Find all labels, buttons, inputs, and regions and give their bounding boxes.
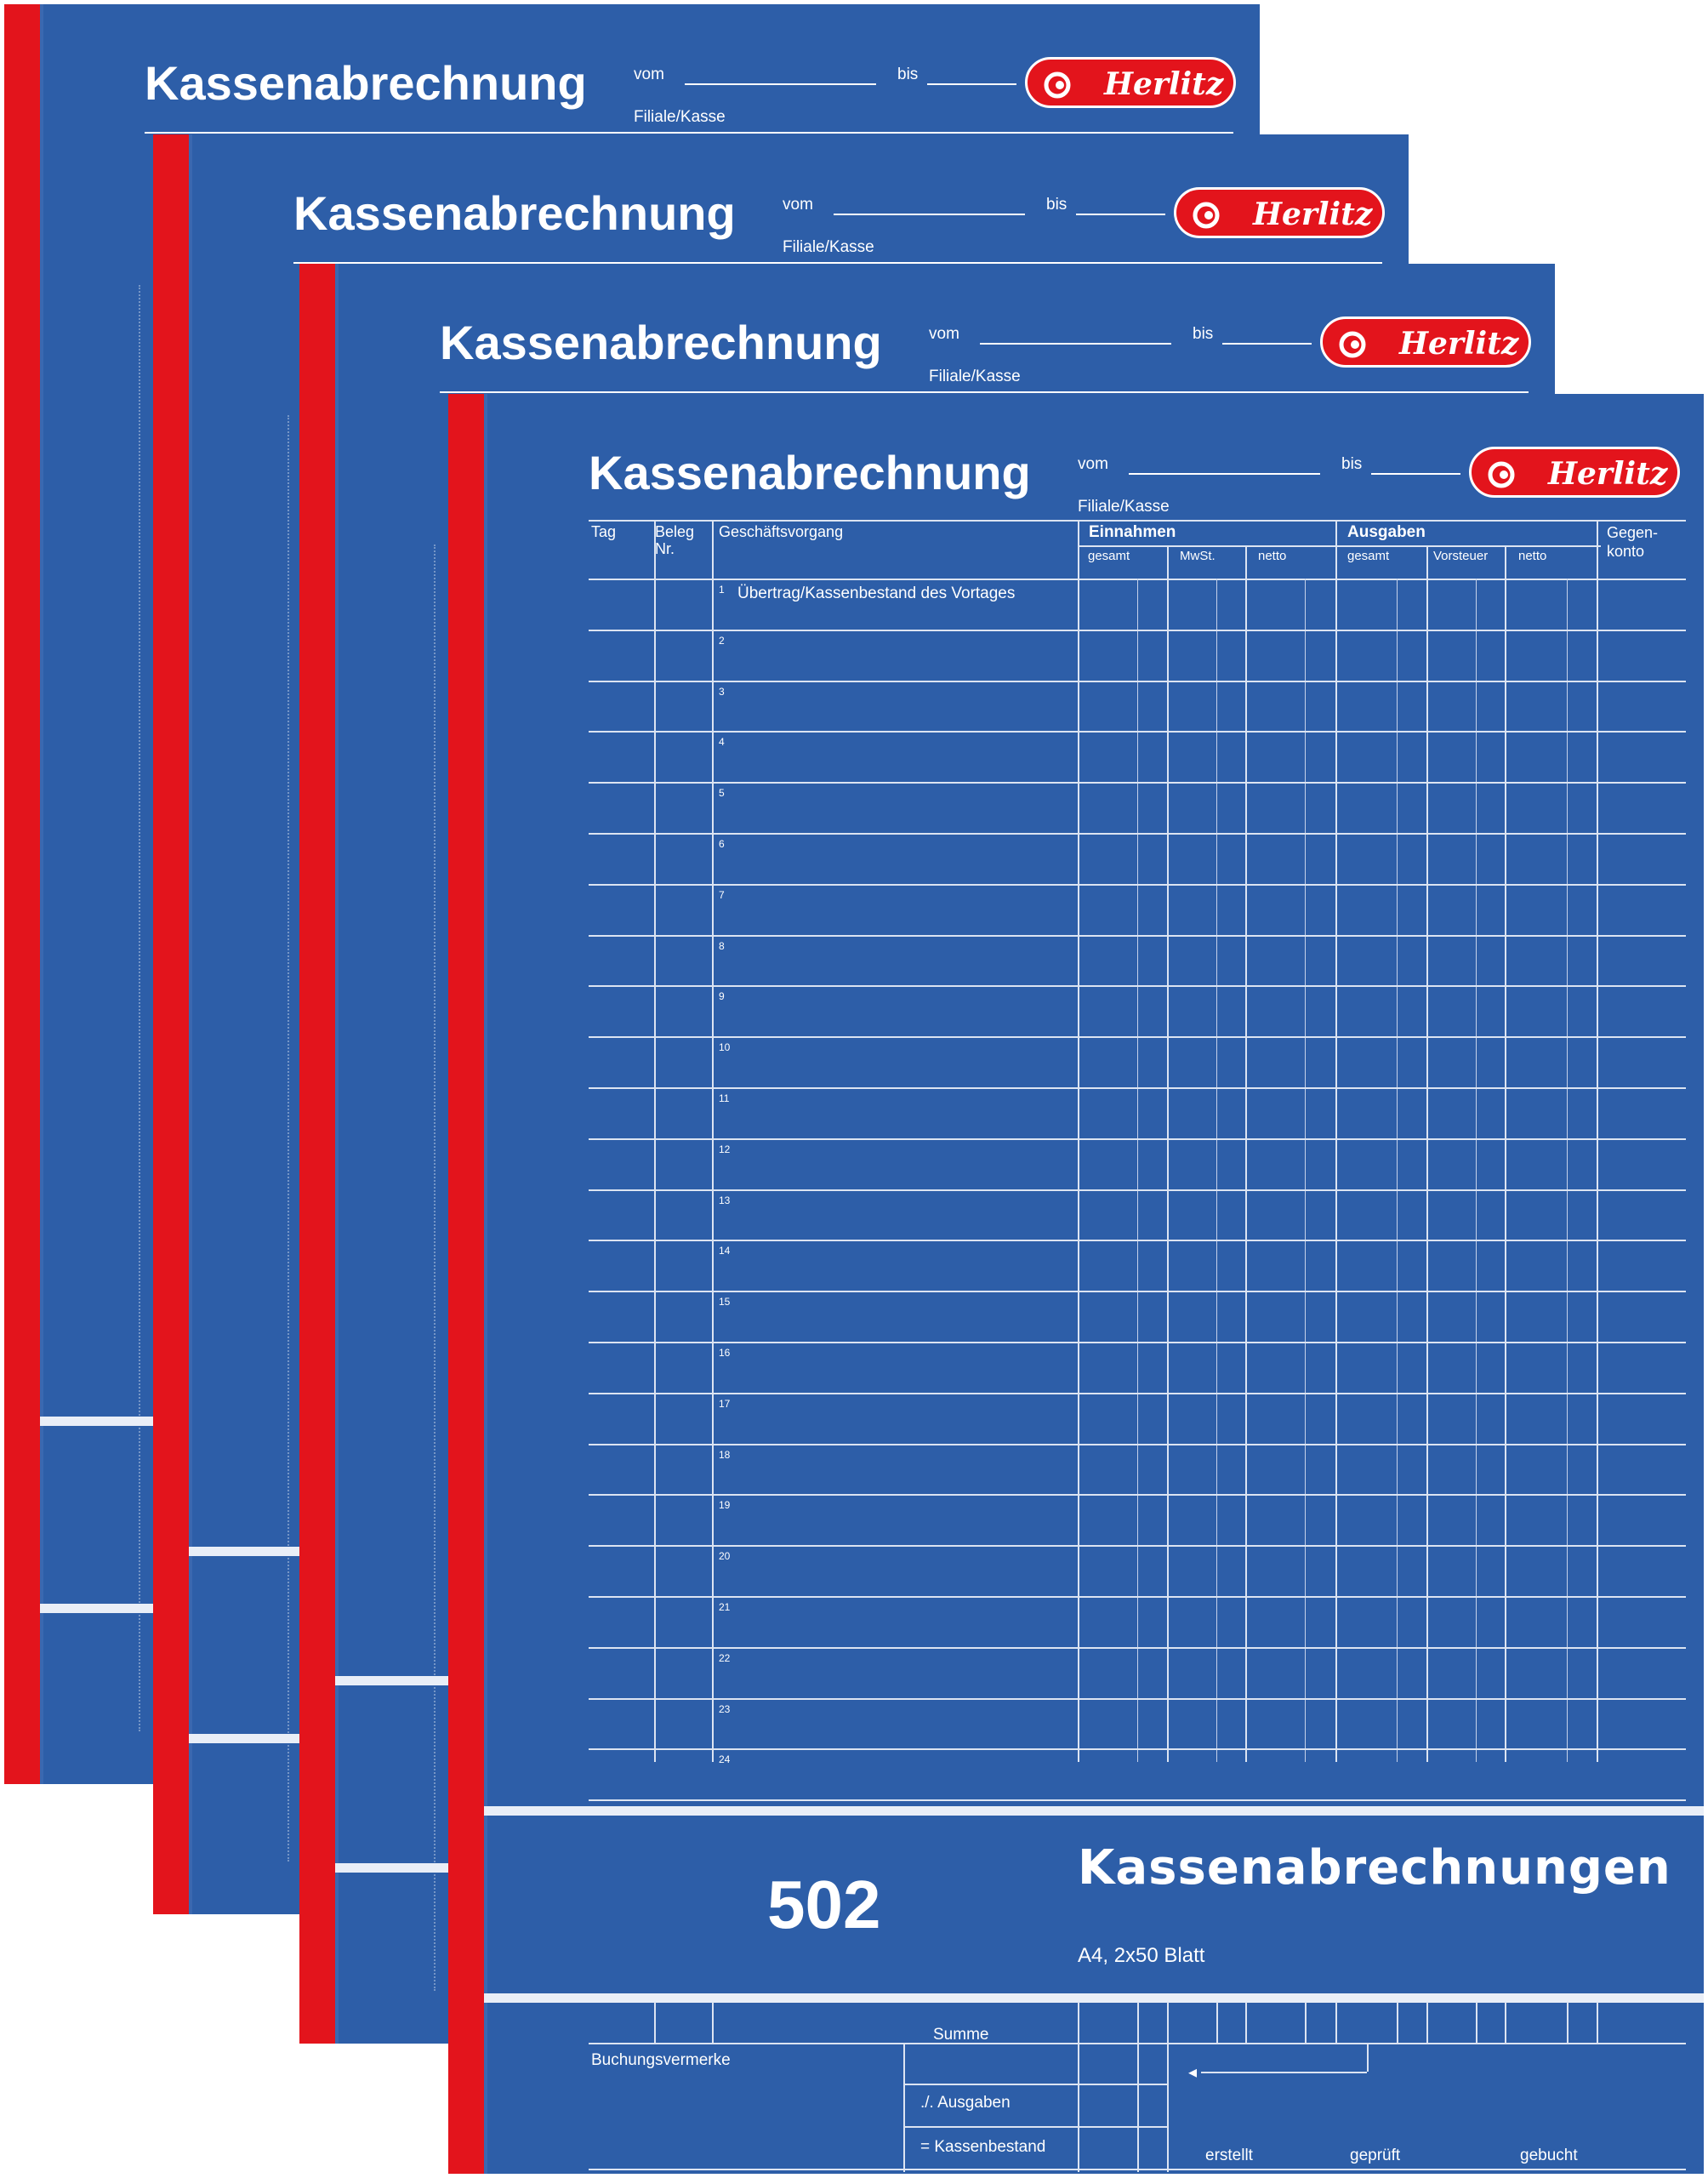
row-number: 10 bbox=[719, 1041, 731, 1054]
herlitz-logo bbox=[1320, 316, 1531, 368]
col-divider bbox=[1305, 2002, 1307, 2043]
row-number: 13 bbox=[719, 1194, 731, 1206]
vom-field-line bbox=[980, 343, 1171, 345]
col-divider bbox=[654, 520, 656, 1762]
row-rule bbox=[589, 1444, 1686, 1445]
row-rule bbox=[589, 1545, 1686, 1547]
row-rule bbox=[589, 1087, 1686, 1089]
ausgaben-group-rule bbox=[1350, 545, 1601, 547]
kassenbestand-label: = Kassenbestand bbox=[920, 2138, 1046, 2156]
vom-label: vom bbox=[1078, 455, 1108, 473]
row-rule bbox=[589, 1036, 1686, 1038]
ausgaben-vorsteuer: Vorsteuer bbox=[1433, 549, 1489, 563]
first-row-text: Übertrag/Kassenbestand des Vortages bbox=[737, 584, 1016, 602]
book-spine bbox=[4, 4, 40, 1784]
row-number: 23 bbox=[719, 1702, 731, 1715]
row-rule bbox=[589, 985, 1686, 987]
einnahmen-gesamt: gesamt bbox=[1088, 549, 1130, 563]
kassenbestand-rule bbox=[903, 2126, 1167, 2128]
arrow-left-icon: ◂ bbox=[1188, 2063, 1198, 2082]
col-divider bbox=[1245, 545, 1247, 1762]
cent-divider bbox=[1397, 579, 1398, 1762]
einnahmen-mwst: MwSt. bbox=[1180, 549, 1216, 563]
logo-text: Herlitz bbox=[1253, 197, 1373, 232]
buchungsvermerke-label: Buchungsvermerke bbox=[591, 2051, 731, 2069]
swirl-logo-icon bbox=[1043, 71, 1072, 100]
cent-divider bbox=[1216, 579, 1217, 1762]
row-number: 4 bbox=[719, 736, 725, 749]
bis-label: bis bbox=[1193, 325, 1214, 343]
row-rule bbox=[589, 782, 1686, 784]
book-title: Kassenabrechnung bbox=[293, 186, 736, 240]
row-rule bbox=[589, 630, 1686, 631]
col-divider bbox=[1137, 2002, 1139, 2172]
row-number: 15 bbox=[719, 1296, 731, 1309]
col-divider bbox=[1078, 2002, 1079, 2172]
product-format: A4, 2x50 Blatt bbox=[1078, 1944, 1205, 1967]
vom-label: vom bbox=[929, 325, 959, 343]
col-divider bbox=[1476, 2002, 1477, 2043]
row-rule bbox=[589, 731, 1686, 733]
table-top-rule bbox=[589, 520, 1686, 522]
row-number: 24 bbox=[719, 1753, 731, 1766]
row-number: 21 bbox=[719, 1601, 731, 1613]
bis-field-line bbox=[1222, 343, 1312, 345]
row-number: 7 bbox=[719, 888, 725, 901]
book-title: Kassenabrechnung bbox=[440, 316, 882, 369]
filiale-label: Filiale/Kasse bbox=[1078, 498, 1170, 516]
row-number: 8 bbox=[719, 939, 725, 952]
col-beleg: Beleg Nr. bbox=[655, 523, 695, 557]
row-rule bbox=[589, 1596, 1686, 1598]
summe-label: Summe bbox=[933, 2026, 989, 2044]
herlitz-logo bbox=[1174, 187, 1385, 238]
ausgaben-rule bbox=[903, 2084, 1167, 2085]
filiale-label: Filiale/Kasse bbox=[929, 368, 1021, 385]
col-divider bbox=[1505, 2002, 1506, 2043]
product-name: Kassenabrechnungen bbox=[1078, 1840, 1671, 1896]
row-number: 3 bbox=[719, 685, 725, 698]
col-group-einnahmen: Einnahmen bbox=[1089, 523, 1176, 541]
row-rule bbox=[589, 1393, 1686, 1394]
col-divider bbox=[1078, 520, 1079, 1762]
row-number: 22 bbox=[719, 1651, 731, 1664]
col-divider bbox=[1426, 2002, 1428, 2043]
header-rule bbox=[145, 132, 1233, 134]
vom-label: vom bbox=[634, 66, 664, 83]
col-divider bbox=[712, 2002, 714, 2043]
row-rule bbox=[589, 1799, 1686, 1801]
bis-field-line bbox=[1076, 214, 1165, 215]
cent-divider bbox=[1137, 579, 1138, 1762]
geprueft-label: geprüft bbox=[1350, 2147, 1401, 2164]
col-divider bbox=[1505, 545, 1506, 1762]
col-divider bbox=[1335, 520, 1337, 1762]
col-divider bbox=[903, 2043, 905, 2172]
book-gutter bbox=[335, 264, 339, 2044]
col-divider bbox=[1597, 520, 1598, 1762]
row-rule bbox=[589, 1138, 1686, 1140]
row-number: 2 bbox=[719, 634, 725, 647]
col-vorgang: Geschäftsvorgang bbox=[719, 523, 844, 540]
footer-section bbox=[448, 2002, 1704, 2172]
bis-label: bis bbox=[1046, 196, 1068, 214]
herlitz-logo bbox=[1025, 57, 1236, 108]
col-gegenkonto: Gegen- konto bbox=[1607, 524, 1659, 560]
row-rule bbox=[589, 1748, 1686, 1750]
row-number: 6 bbox=[719, 838, 725, 850]
perforation-line bbox=[288, 415, 290, 1862]
einnahmen-group-rule bbox=[1078, 545, 1350, 547]
row-number: 16 bbox=[719, 1347, 731, 1359]
col-divider bbox=[1245, 2002, 1247, 2043]
vom-label: vom bbox=[783, 196, 813, 214]
label-band-top bbox=[484, 1806, 1704, 1816]
col-divider bbox=[654, 2002, 656, 2043]
cent-divider bbox=[1567, 579, 1568, 1762]
row-rule bbox=[589, 935, 1686, 937]
einnahmen-netto: netto bbox=[1258, 549, 1287, 563]
swirl-logo-icon bbox=[1338, 330, 1367, 359]
carry-arrow-line bbox=[1201, 2072, 1367, 2073]
bis-field-line bbox=[927, 83, 1016, 85]
row-number: 14 bbox=[719, 1245, 731, 1257]
vom-field-line bbox=[834, 214, 1025, 215]
cent-divider bbox=[1305, 579, 1306, 1762]
col-divider bbox=[1397, 2002, 1398, 2043]
ledger-table bbox=[448, 394, 1704, 1806]
filiale-label: Filiale/Kasse bbox=[783, 238, 874, 256]
bis-label: bis bbox=[897, 66, 919, 83]
row-rule bbox=[589, 1494, 1686, 1496]
row-number: 20 bbox=[719, 1550, 731, 1563]
product-number: 502 bbox=[767, 1867, 881, 1942]
gebucht-label: gebucht bbox=[1520, 2147, 1578, 2164]
header-rule bbox=[440, 391, 1529, 393]
row-number: 19 bbox=[719, 1499, 731, 1512]
ausgaben-label: ./. Ausgaben bbox=[920, 2094, 1011, 2112]
book-gutter bbox=[189, 134, 192, 1914]
perforation-line bbox=[139, 285, 141, 1731]
col-divider bbox=[1167, 2002, 1169, 2172]
row-rule bbox=[589, 1189, 1686, 1191]
row-number: 12 bbox=[719, 1143, 731, 1155]
vom-field-line bbox=[685, 83, 876, 85]
ausgaben-gesamt: gesamt bbox=[1347, 549, 1390, 563]
row-rule bbox=[589, 1647, 1686, 1649]
signature-rule bbox=[589, 2169, 1686, 2170]
row-number: 9 bbox=[719, 990, 725, 1003]
swirl-logo-icon bbox=[1192, 201, 1221, 230]
cent-divider bbox=[1476, 579, 1477, 1762]
filiale-label: Filiale/Kasse bbox=[634, 108, 726, 126]
row-rule bbox=[589, 884, 1686, 886]
book-title: Kassenabrechnung bbox=[589, 446, 1031, 499]
col-tag: Tag bbox=[591, 523, 617, 540]
logo-text: Herlitz bbox=[1548, 456, 1668, 492]
row-number: 18 bbox=[719, 1448, 731, 1461]
book-spine bbox=[153, 134, 189, 1914]
row-number: 17 bbox=[719, 1397, 731, 1410]
row-rule bbox=[589, 1698, 1686, 1700]
bis-label: bis bbox=[1341, 455, 1363, 473]
receipt-book-front bbox=[448, 394, 1704, 2174]
logo-text: Herlitz bbox=[1104, 66, 1224, 102]
row-rule bbox=[589, 1342, 1686, 1343]
book-gutter bbox=[40, 4, 43, 1784]
row-rule bbox=[589, 833, 1686, 835]
book-title: Kassenabrechnung bbox=[145, 56, 587, 110]
col-divider bbox=[1567, 2002, 1569, 2043]
col-divider bbox=[1216, 2002, 1218, 2043]
summe-rule bbox=[589, 2043, 1686, 2044]
perforation-line bbox=[434, 544, 436, 1991]
col-divider bbox=[1597, 2002, 1598, 2043]
logo-text: Herlitz bbox=[1399, 326, 1519, 362]
row-rule bbox=[589, 681, 1686, 682]
col-divider bbox=[712, 520, 714, 1762]
carry-arrow-line bbox=[1367, 2043, 1369, 2072]
col-group-ausgaben: Ausgaben bbox=[1347, 523, 1426, 541]
col-divider bbox=[1335, 2002, 1337, 2043]
ausgaben-netto: netto bbox=[1518, 549, 1547, 563]
book-spine bbox=[299, 264, 335, 2044]
row-number: 11 bbox=[719, 1092, 730, 1104]
row-number: 5 bbox=[719, 787, 725, 800]
col-divider bbox=[1426, 545, 1428, 1762]
row-number: 1 bbox=[719, 584, 725, 596]
erstellt-label: erstellt bbox=[1205, 2147, 1253, 2164]
col-divider bbox=[1167, 545, 1169, 1762]
row-rule bbox=[589, 1240, 1686, 1241]
row-rule bbox=[589, 1291, 1686, 1292]
